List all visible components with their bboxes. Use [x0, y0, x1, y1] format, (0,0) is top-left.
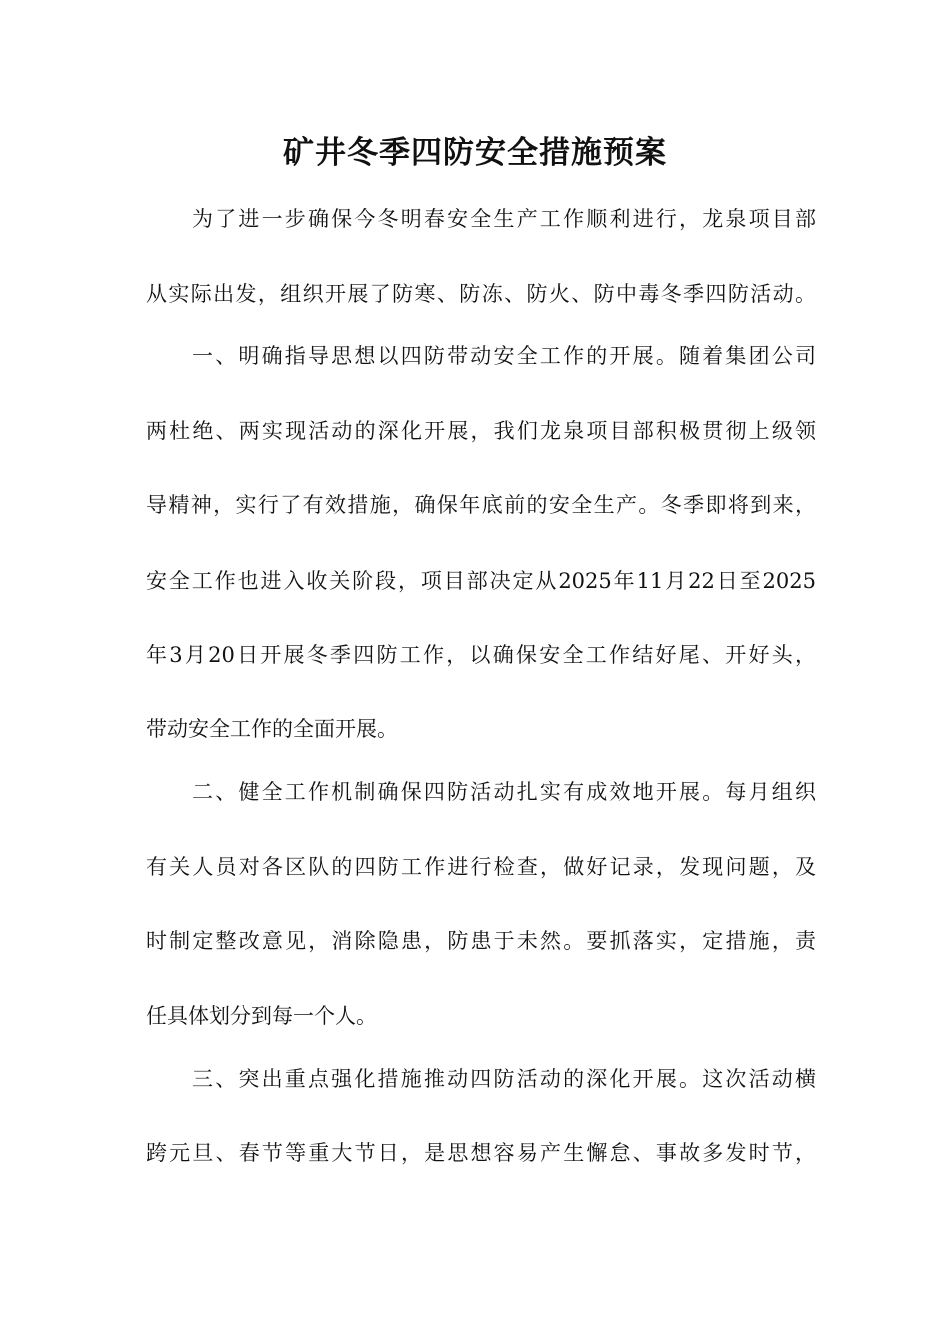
paragraph-line: 从实际出发，组织开展了防寒、防冻、防火、防中毒冬季四防活动。	[146, 282, 816, 306]
paragraph-line: 跨元旦、春节等重大节日，是思想容易产生懈怠、事故多发时节，	[146, 1141, 816, 1165]
paragraph-line: 导精神，实行了有效措施，确保年底前的安全生产。冬季即将到来，	[146, 493, 816, 517]
paragraph-line: 时制定整改意见，消除隐患，防患于未然。要抓落实，定措施，责	[146, 929, 816, 953]
paragraph-line: 一、明确指导思想以四防带动安全工作的开展。随着集团公司	[192, 344, 816, 368]
paragraph-line: 安全工作也进入收关阶段，项目部决定从2025年11月22日至2025	[146, 569, 816, 593]
paragraph-line: 有关人员对各区队的四防工作进行检查，做好记录，发现问题，及	[146, 855, 816, 879]
document-title: 矿井冬季四防安全措施预案	[283, 135, 667, 171]
paragraph-line: 年3月20日开展冬季四防工作，以确保安全工作结好尾、开好头，	[146, 643, 816, 667]
paragraph-line: 三、突出重点强化措施推动四防活动的深化开展。这次活动横	[192, 1067, 816, 1091]
paragraph-line: 二、健全工作机制确保四防活动扎实有成效地开展。每月组织	[192, 780, 816, 804]
paragraph-line: 为了进一步确保今冬明春安全生产工作顺利进行，龙泉项目部	[192, 207, 816, 231]
paragraph-line: 任具体划分到每一个人。	[146, 1004, 377, 1028]
paragraph-line: 两杜绝、两实现活动的深化开展，我们龙泉项目部积极贯彻上级领	[146, 419, 816, 443]
paragraph-line: 带动安全工作的全面开展。	[146, 717, 398, 741]
